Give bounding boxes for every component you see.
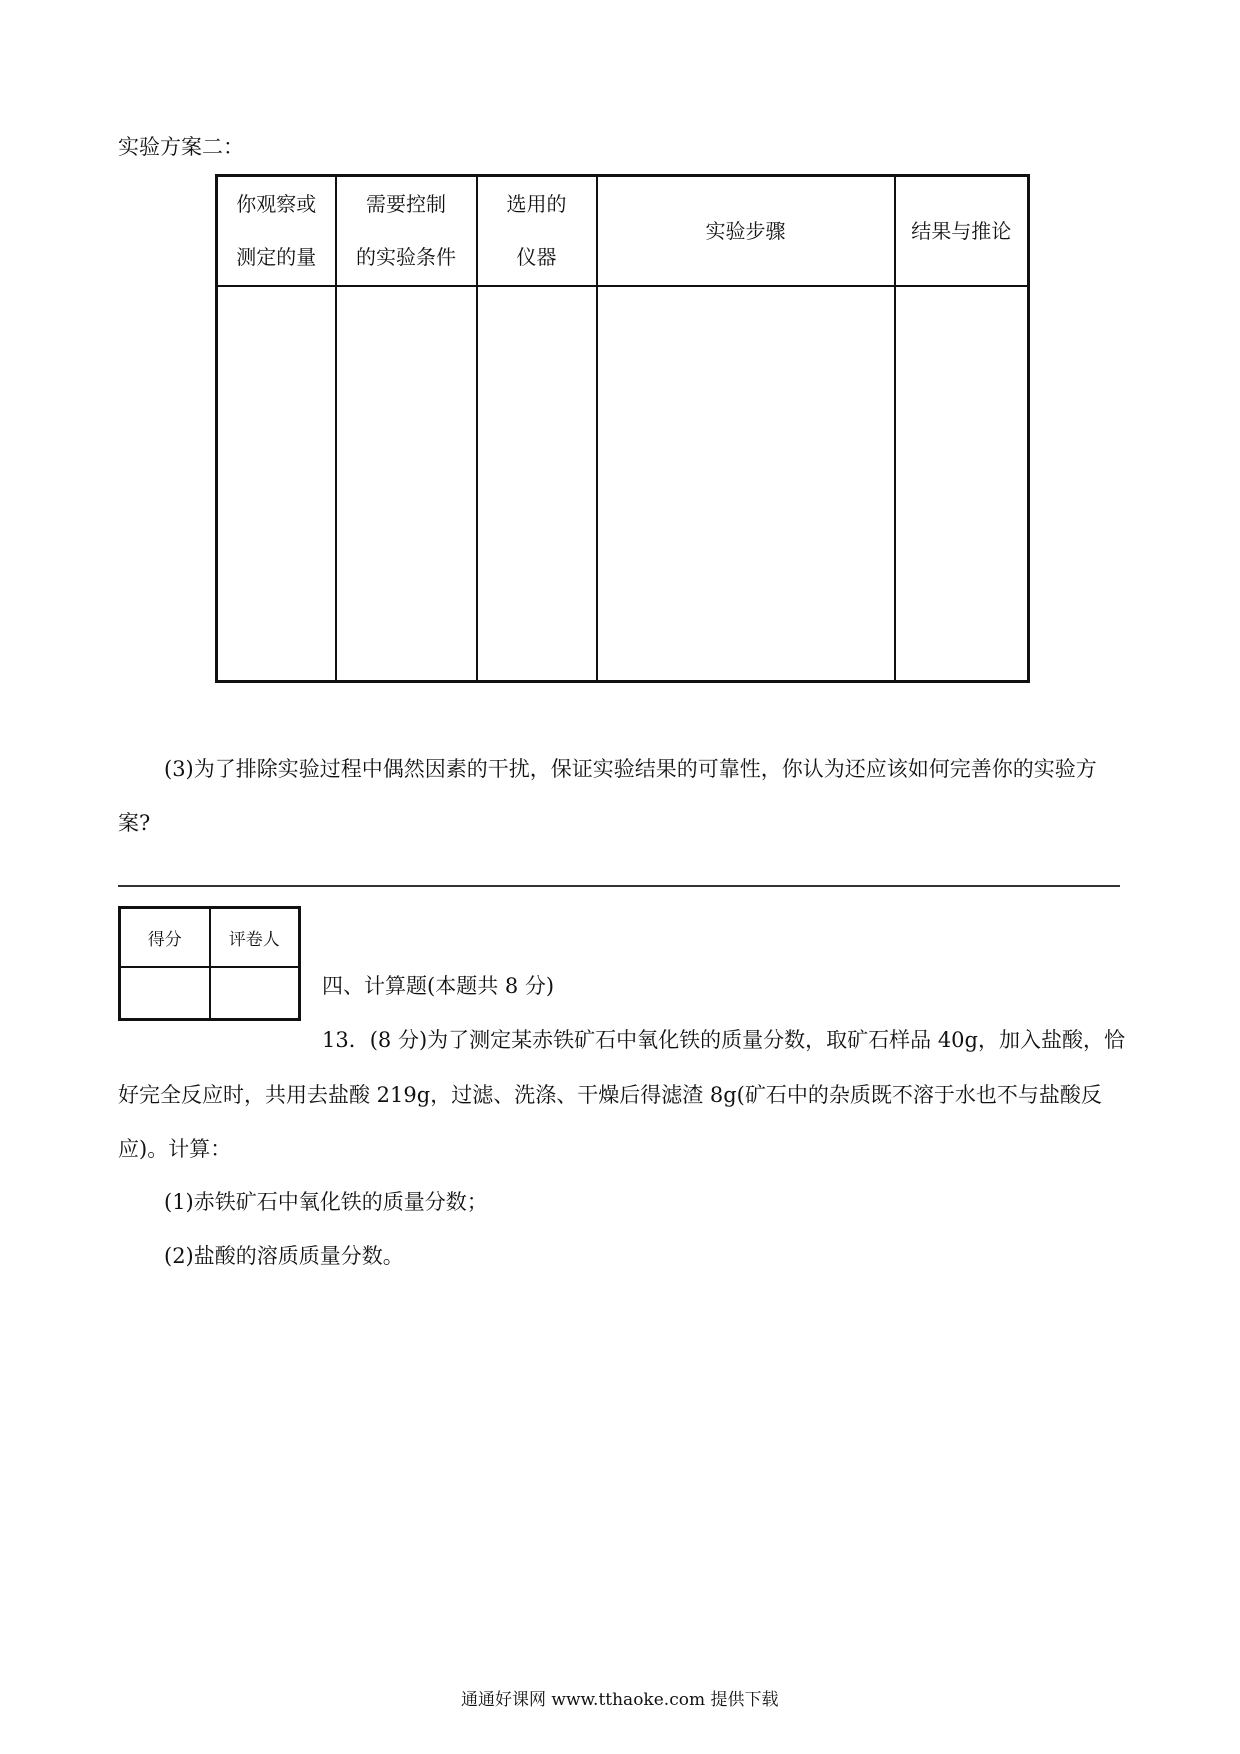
header-experiment-steps: 实验步骤: [597, 176, 895, 287]
grader-label: 评卷人: [210, 908, 300, 968]
section-4-title: 四、计算题(本题共 8 分): [322, 974, 555, 998]
plan-title: 实验方案二：: [118, 135, 244, 159]
score-box: [118, 906, 301, 1021]
section-divider: [118, 885, 1120, 887]
question-3-line-1: (3)为了排除实验过程中偶然因素的干扰，保证实验结果的可靠性，你认为还应该如何完善你的实验方: [164, 757, 1097, 781]
question-3-line-2: 案?: [118, 811, 151, 835]
question-13-sub-1: (1)赤铁矿石中氧化铁的质量分数；: [164, 1190, 488, 1214]
score-cell[interactable]: [120, 967, 210, 1020]
header-observed-quantity: 你观察或 测定的量: [217, 176, 336, 287]
page-footer: 通通好课网 www.tthaoke.com 提供下载: [461, 1690, 779, 1710]
experiment-plan-table: [215, 174, 1030, 683]
answer-cell-instruments[interactable]: [477, 286, 597, 682]
grader-cell[interactable]: [210, 967, 300, 1020]
question-13-line-2: 好完全反应时，共用去盐酸 219g，过滤、洗涤、干燥后得滤渣 8g(矿石中的杂质既不溶于水也不与盐酸反: [118, 1083, 1102, 1107]
answer-cell-results[interactable]: [895, 286, 1029, 682]
score-label: 得分: [120, 908, 210, 968]
header-results-inference: 结果与推论: [895, 176, 1029, 287]
question-13-sub-2: (2)盐酸的溶质质量分数。: [164, 1244, 404, 1268]
answer-cell-conditions[interactable]: [336, 286, 477, 682]
answer-cell-observed[interactable]: [217, 286, 336, 682]
header-instruments: 选用的 仪器: [477, 176, 597, 287]
question-13-line-1: 13．(8 分)为了测定某赤铁矿石中氧化铁的质量分数，取矿石样品 40g，加入盐酸，恰: [322, 1028, 1125, 1052]
table-header-row: [217, 176, 1029, 287]
question-13-line-3: 应)。计算：: [118, 1137, 232, 1161]
table-answer-row: [217, 286, 1029, 682]
header-controlled-conditions: 需要控制 的实验条件: [336, 176, 477, 287]
answer-cell-steps[interactable]: [597, 286, 895, 682]
